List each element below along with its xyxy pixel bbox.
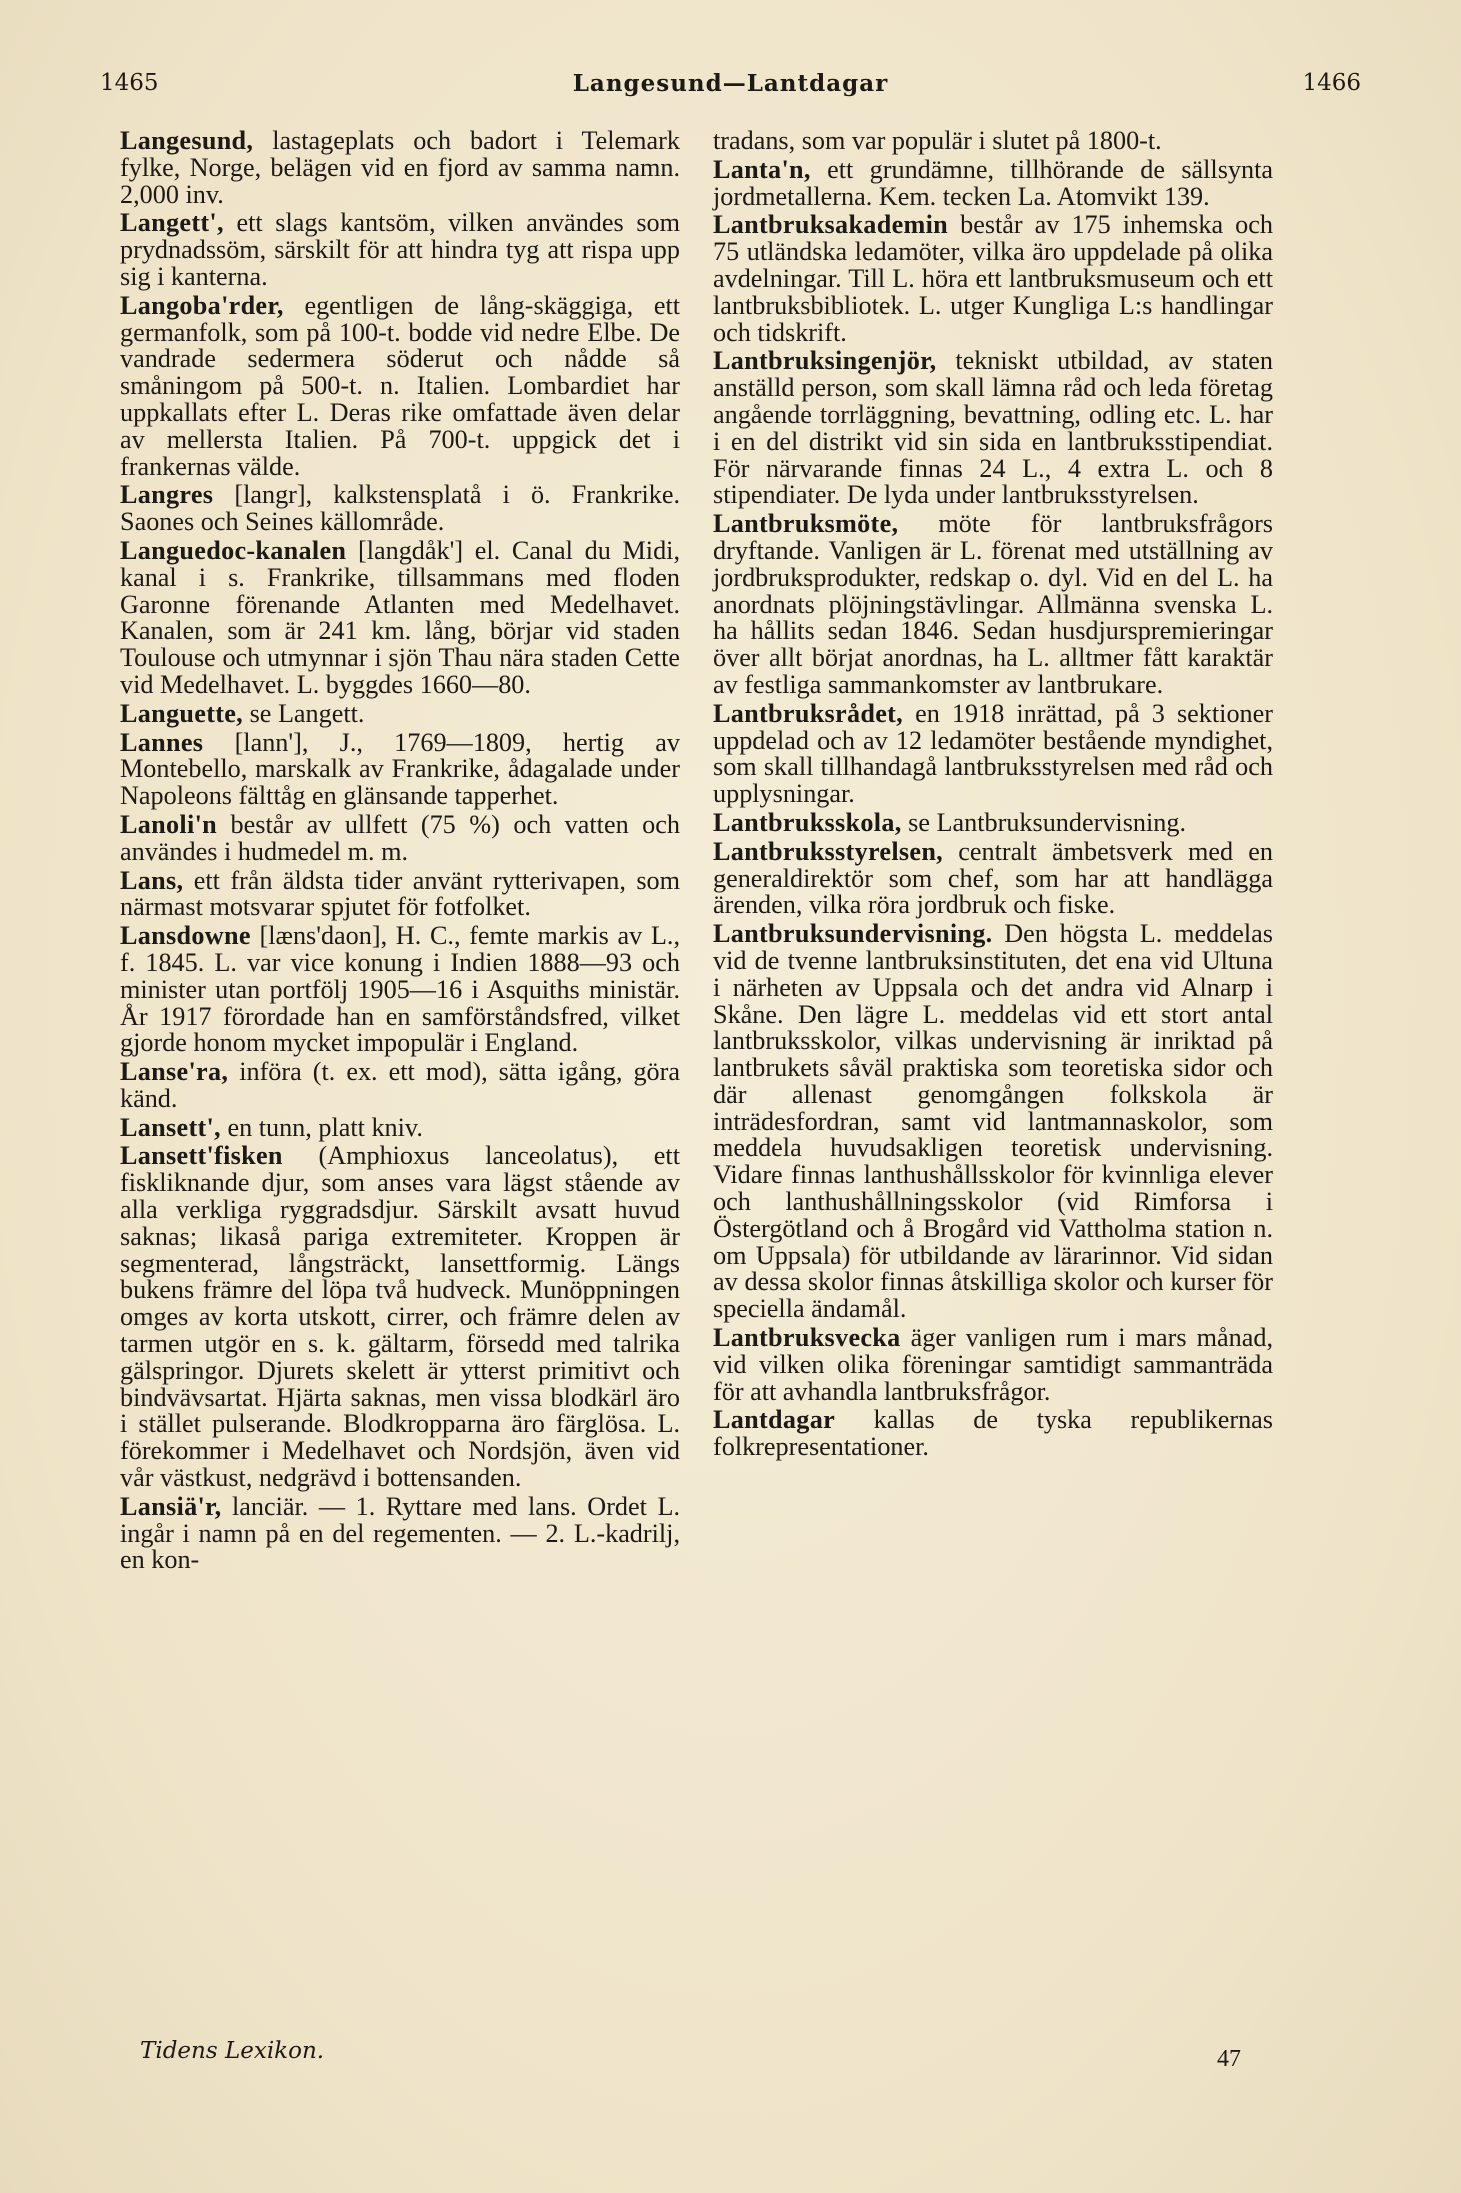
entry-headword: Lanse'ra, bbox=[120, 1057, 229, 1087]
entry-headword: Lantbruksskola, bbox=[713, 807, 902, 837]
dictionary-entry bbox=[120, 128, 680, 208]
dictionary-entry bbox=[120, 1059, 680, 1113]
dictionary-entry bbox=[713, 511, 1273, 699]
entry-headword: Lantbruksakademin bbox=[713, 210, 949, 240]
entry-headword: Lansett'fisken bbox=[120, 1141, 283, 1171]
entry-text: [langr], kalkstensplatå i ö. Frankrike. Saones och Seines källområde. bbox=[120, 480, 680, 537]
dictionary-entry bbox=[120, 1491, 680, 1575]
entry-headword: Langesund, bbox=[120, 126, 254, 155]
entry-headword: Lantdagar bbox=[713, 1405, 836, 1435]
entry-text: möte för lantbruksfrågors dryftande. Vanligen är L. förenat med utställning av jordbruksprodukter, redskap o. dyl. Vid en del L. ha anordnats plöjningstävlingar. Allmänna svenska L. ha hållits sedan 1846. Sedan husdjurspremieringar över allt börjat anordnas, ha L. alltmer fått karaktär av festliga sammankomster av lantbrukare. bbox=[713, 509, 1273, 699]
entry-text: [langdåk'] el. Canal du Midi, kanal i s. Frankrike, tillsammans med floden Garonne förenande Atlanten med Medelhavet. Kanalen, som är 241 km. lång, börjar vid staden Toulouse och utmynnar i sjön Thau nära staden Cette vid Medelhavet. L. byggdes 1660—80. bbox=[120, 535, 680, 699]
entry-text: [lann'], J., 1769—1809, hertig av Montebello, marskalk av Frankrike, ådagalade under Napoleons fälttåg en glänsande tapperhet. bbox=[120, 727, 680, 811]
entry-text: består av ullfett (75 %) och vatten och användes i hudmedel m. m. bbox=[120, 809, 680, 866]
entry-headword: Lansett', bbox=[120, 1112, 221, 1142]
entry-headword: Lantbruksstyrelsen, bbox=[713, 836, 944, 866]
entry-headword: Lannes bbox=[120, 727, 204, 757]
entry-text: består av 175 inhemska och 75 utländska ledamöter, vilka äro uppdelade på olika avdelningar. Till L. höra ett lantbruksmuseum och ett lantbruksbibliotek. L. utger Kungliga L:s handlingar och tidskrift. bbox=[713, 210, 1273, 347]
entry-text: egentligen de lång-skäggiga, ett germanfolk, som på 100-t. bodde vid nedre Elbe. De vandrade sedermera söderut och nådde så småningom på 500-t. n. Italien. Lombardiet har uppkallats efter L. Deras rike omfattade även delar av mellersta Italien. På 700-t. uppgick det i frankernas välde. bbox=[120, 290, 680, 481]
entry-headword: Lantbruksundervisning. bbox=[713, 919, 993, 949]
dictionary-entry bbox=[120, 535, 680, 699]
dictionary-entry bbox=[713, 154, 1273, 211]
left-column bbox=[120, 128, 680, 1576]
entry-text: lastageplats och badort i Telemark fylke, Norge, belägen vid en fjord av samma namn. 2,000 inv. bbox=[120, 126, 680, 209]
entry-headword: Lans, bbox=[120, 865, 184, 895]
page-footer bbox=[140, 2038, 1241, 2078]
dictionary-entry bbox=[713, 348, 1273, 509]
entry-text: se Langett. bbox=[243, 698, 365, 728]
running-title: Langesund—Lantdagar bbox=[572, 70, 889, 97]
dictionary-entry bbox=[120, 698, 680, 728]
entry-headword: Lantbruksvecka bbox=[713, 1323, 901, 1353]
right-column bbox=[713, 128, 1273, 1463]
entry-headword: Langoba'rder, bbox=[120, 290, 284, 320]
entry-text: ett slags kantsöm, vilken användes som prydnadssöm, särskilt för att hindra tyg att rispa upp sig i kanterna. bbox=[120, 208, 680, 291]
entry-text: en tunn, platt kniv. bbox=[220, 1112, 423, 1142]
dictionary-entry bbox=[713, 128, 1273, 155]
entry-headword: Langett', bbox=[120, 208, 224, 238]
dictionary-entry bbox=[120, 727, 680, 811]
entry-headword: Lantbruksingenjör, bbox=[713, 346, 937, 376]
dictionary-entry bbox=[120, 1143, 680, 1491]
entry-text: äger vanligen rum i mars månad, vid vilken olika föreningar samtidigt sammanträda för att avhandla lantbruksfrågor. bbox=[713, 1323, 1273, 1406]
dictionary-entry bbox=[713, 1325, 1273, 1405]
dictionary-entry bbox=[120, 290, 680, 481]
dictionary-entry bbox=[120, 1112, 680, 1142]
entry-headword: Lansiä'r, bbox=[120, 1491, 222, 1521]
dictionary-entry bbox=[120, 865, 680, 922]
entry-text: lanciär. — 1. Ryttare med lans. Ordet L. ingår i namn på en del regementen. — 2. L.-kadrilj, en kon- bbox=[120, 1491, 680, 1575]
entry-headword: Lansdowne bbox=[120, 921, 251, 951]
dictionary-entry bbox=[713, 836, 1273, 920]
entry-text: centralt ämbetsverk med en generaldirektör som chef, som har att handlägga ärenden, vilka röra jordbruk och fiske. bbox=[713, 836, 1273, 920]
dictionary-entry bbox=[713, 807, 1273, 837]
sheet-number: 47 bbox=[1217, 2046, 1241, 2072]
entry-headword: Lanoli'n bbox=[120, 809, 218, 839]
entry-text: tradans, som var populär i slutet på 1800-t. bbox=[713, 126, 1162, 155]
dictionary-entry bbox=[713, 1407, 1273, 1461]
entry-headword: Lanta'n, bbox=[713, 154, 811, 184]
dictionary-entry bbox=[120, 809, 680, 866]
entry-headword: Lantbruksrådet, bbox=[713, 698, 904, 728]
entry-text: [læns'daon], H. C., femte markis av L., f. 1845. L. var vice konung i Indien 1888—93 och minister utan portfölj 1905—16 i Asquiths ministär. År 1917 förordade han en samförståndsfred, vilket gjorde honom mycket impopulär i England. bbox=[120, 921, 680, 1058]
dictionary-entry bbox=[120, 923, 680, 1057]
entry-text: ett grundämne, tillhörande de sällsynta jordmetallerna. Kem. tecken La. Atomvikt 139. bbox=[713, 154, 1273, 211]
entry-text: kallas de tyska republikernas folkrepresentationer. bbox=[713, 1405, 1273, 1462]
entry-headword: Lantbruksmöte, bbox=[713, 509, 899, 539]
entry-text: införa (t. ex. ett mod), sätta igång, göra känd. bbox=[120, 1057, 680, 1113]
page-number-right: 1466 bbox=[1302, 70, 1361, 96]
entry-text: tekniskt utbildad, av staten anställd person, som skall lämna råd och leda företag angående torrläggning, bevattning, odling etc. L. har i en del distrikt vid sin sida en lantbruksstipendiat. För närvarande finnas 24 L., 4 extra L. och 8 stipendiater. De lyda under lantbruksstyrelsen. bbox=[713, 346, 1273, 510]
entry-headword: Languedoc-kanalen bbox=[120, 535, 347, 565]
dictionary-entry bbox=[713, 212, 1273, 346]
entry-text: se Lantbruksundervisning. bbox=[901, 807, 1187, 837]
page-header bbox=[100, 70, 1361, 110]
dictionary-entry bbox=[713, 698, 1273, 809]
entry-text: ett från äldsta tider använt rytterivapen, som närmast motsvarar spjutet för fotfolket. bbox=[120, 865, 680, 922]
entry-headword: Languette, bbox=[120, 698, 244, 728]
entry-text: en 1918 inrättad, på 3 sektioner uppdelad och av 12 ledamöter bestående myndighet, som skall tillhandagå lantbruksstyrelsen med råd och upplysningar. bbox=[713, 698, 1273, 809]
entry-text: (Amphioxus lanceolatus), ett fiskliknande djur, som anses vara lägst stående av alla verkliga ryggradsdjur. Särskilt avsatt huvud saknas; likaså pariga extremiteter. Kroppen är segmenterad, långsträckt, lansettformig. Längs bukens främre del löpa två hudveck. Munöppningen omges av korta utskott, cirrer, och främre delen av tarmen utgör en s. k. gältarm, försedd med talrika gälspringor. Djurets skelett är ytterst primitivt och bindvävsartat. Hjärta saknas, men vissa blodkärl äro i stället pulserande. Blodkropparna äro färglösa. L. förekommer i Medelhavet och Nordsjön, även vid vår västkust, nedgrävd i bottensanden. bbox=[120, 1141, 680, 1493]
imprint-text: Tidens Lexikon. bbox=[140, 2038, 325, 2064]
dictionary-entry bbox=[120, 482, 680, 536]
page-number-left: 1465 bbox=[100, 70, 159, 96]
entry-text: Den högsta L. meddelas vid de tvenne lantbruksinstituten, det ena vid Ultuna i närheten av Uppsala och det andra vid Alnarp i Skåne. Den lägre L. meddelas vid ett stort antal lantbruksskolor, vilkas undervisning är inriktad på lantbrukets såväl praktiska som teoretiska sidor och där allenast genomgången folkskola är inträdesfordran, samt vid lantmannaskolor, som meddela huvudsakligen teoretisk undervisning. Vidare finnas lanthushållsskolor för kvinnliga elever och lanthushållningsskolor (vid Rimforsa i Östergötland och å Brogård vid Vattholma station n. om Uppsala) för utbildande av lärarinnor. Vid sidan av dessa skolor finnas åtskilliga skolor och kurser för speciella ändamål. bbox=[713, 919, 1273, 1324]
entry-headword: Langres bbox=[120, 480, 214, 510]
dictionary-entry bbox=[120, 210, 680, 290]
dictionary-entry bbox=[713, 921, 1273, 1323]
